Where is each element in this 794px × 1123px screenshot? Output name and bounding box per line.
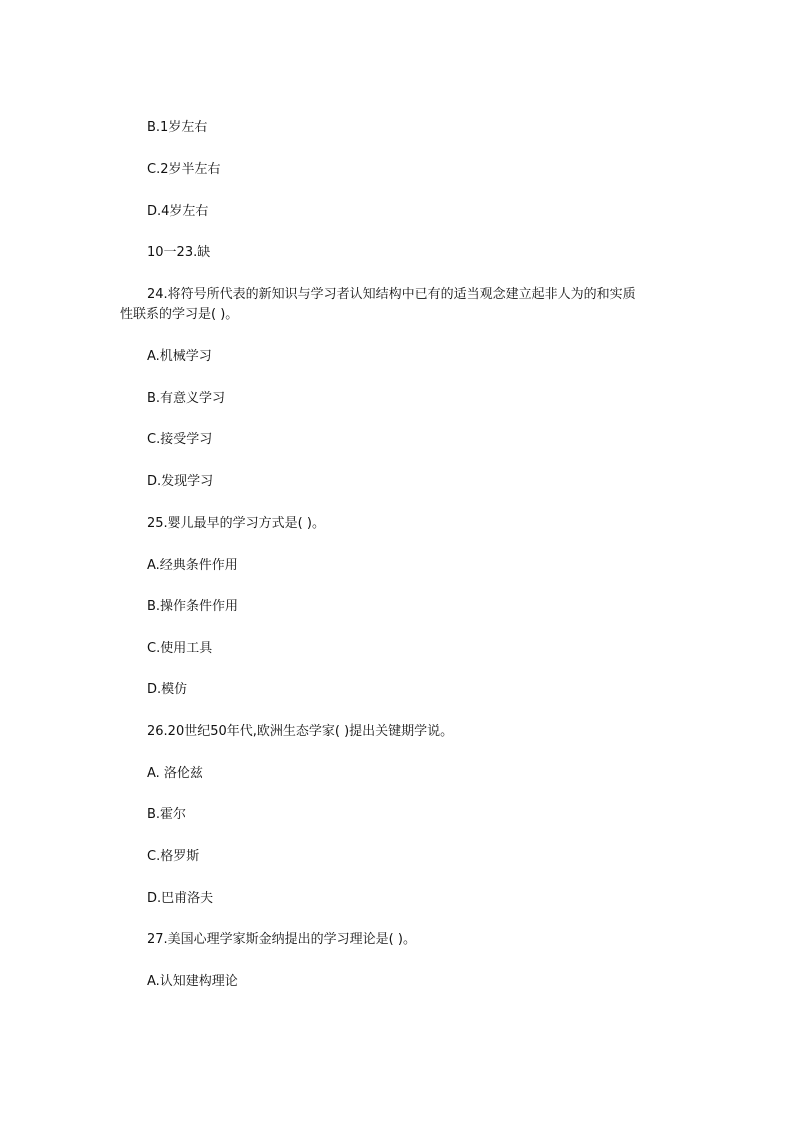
- question-26: 26.20世纪50年代,欧洲生态学家( )提出关键期学说。: [147, 724, 454, 739]
- missing-questions-note: 10一23.缺: [147, 245, 211, 260]
- q24-option-c: C.接受学习: [147, 432, 213, 447]
- question-27: 27.美国心理学家斯金纳提出的学习理论是( )。: [147, 932, 416, 947]
- q25-option-b: B.操作条件作用: [147, 599, 239, 614]
- q26-option-c: C.格罗斯: [147, 849, 200, 864]
- question-24-line-1: 24.将符号所代表的新知识与学习者认知结构中已有的适当观念建立起非人为的和实质: [147, 287, 636, 302]
- q26-option-b: B.霍尔: [147, 807, 187, 822]
- q25-option-d: D.模仿: [147, 682, 188, 697]
- option-d-4-years: D.4岁左右: [147, 204, 209, 219]
- q24-option-d: D.发现学习: [147, 474, 214, 489]
- option-c-2-5-years: C.2岁半左右: [147, 162, 221, 177]
- q25-option-a: A.经典条件作用: [147, 558, 238, 573]
- q25-option-c: C.使用工具: [147, 641, 213, 656]
- q26-option-a: A. 洛伦兹: [147, 766, 203, 781]
- q24-option-a: A.机械学习: [147, 349, 212, 364]
- option-b-1-year: B.1岁左右: [147, 120, 208, 135]
- question-25: 25.婴儿最早的学习方式是( )。: [147, 516, 325, 531]
- q27-option-a: A.认知建构理论: [147, 974, 238, 989]
- q24-option-b: B.有意义学习: [147, 391, 226, 406]
- question-24-line-2: 性联系的学习是( )。: [120, 307, 239, 322]
- q26-option-d: D.巴甫洛夫: [147, 891, 214, 906]
